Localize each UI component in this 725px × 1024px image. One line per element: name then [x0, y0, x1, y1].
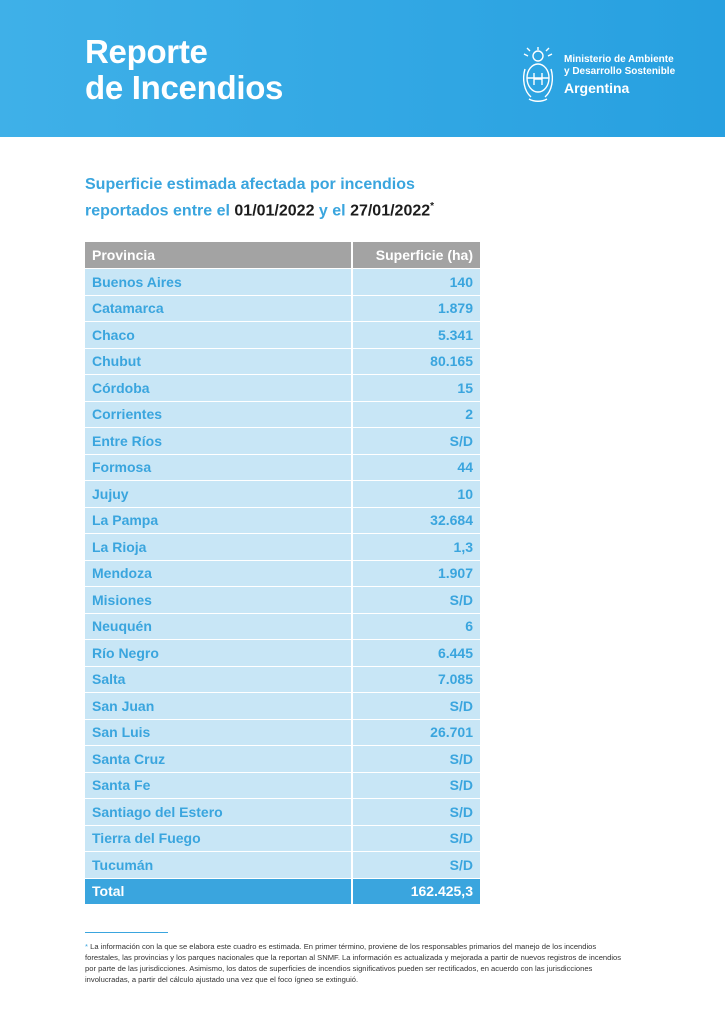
area-cell: 1,3 [352, 534, 480, 561]
area-cell: S/D [352, 587, 480, 614]
province-cell: La Pampa [85, 507, 352, 534]
ministry-name [564, 54, 675, 97]
table-row [85, 825, 480, 852]
country-name: Argentina [564, 79, 630, 96]
header-banner [0, 0, 725, 137]
province-cell: Santiago del Estero [85, 799, 352, 826]
province-cell: Salta [85, 666, 352, 693]
area-cell: 80.165 [352, 348, 480, 375]
ministry-name-line1: Ministerio de Ambiente [564, 53, 674, 65]
province-cell: Santa Cruz [85, 746, 352, 773]
table-row [85, 640, 480, 667]
table-body [85, 269, 480, 879]
area-cell: 32.684 [352, 507, 480, 534]
table-row [85, 322, 480, 349]
area-cell: 6 [352, 613, 480, 640]
table-row [85, 348, 480, 375]
area-cell: S/D [352, 693, 480, 720]
province-cell: Mendoza [85, 560, 352, 587]
area-cell: 6.445 [352, 640, 480, 667]
province-cell: San Luis [85, 719, 352, 746]
date-start: 01/01/2022 [234, 202, 315, 220]
column-header-area: Superficie (ha) [352, 242, 480, 269]
table-row [85, 481, 480, 508]
table-row [85, 507, 480, 534]
total-value: 162.425,3 [352, 878, 480, 905]
table-row [85, 799, 480, 826]
table-row [85, 454, 480, 481]
area-cell: S/D [352, 852, 480, 879]
total-row [85, 878, 480, 905]
subtitle-part1: Superficie estimada afectada por incendios [85, 176, 415, 193]
province-cell: Catamarca [85, 295, 352, 322]
province-cell: Buenos Aires [85, 269, 352, 296]
table-row [85, 295, 480, 322]
province-cell: Formosa [85, 454, 352, 481]
area-cell: 15 [352, 375, 480, 402]
province-cell: Neuquén [85, 613, 352, 640]
footnote-divider [85, 932, 168, 933]
total-label: Total [85, 878, 352, 905]
area-cell: S/D [352, 825, 480, 852]
area-cell: 2 [352, 401, 480, 428]
province-cell: Entre Ríos [85, 428, 352, 455]
ministry-name-line2: y Desarrollo Sostenible [564, 65, 676, 77]
province-cell: Córdoba [85, 375, 352, 402]
table-header-row [85, 242, 480, 269]
table-row [85, 560, 480, 587]
province-cell: Tierra del Fuego [85, 825, 352, 852]
province-cell: Santa Fe [85, 772, 352, 799]
table-row [85, 772, 480, 799]
table-row [85, 401, 480, 428]
province-cell: Río Negro [85, 640, 352, 667]
province-cell: Corrientes [85, 401, 352, 428]
area-cell: S/D [352, 746, 480, 773]
table-row [85, 852, 480, 879]
province-cell: Tucumán [85, 852, 352, 879]
date-end: 27/01/2022 [350, 202, 431, 220]
area-cell: 44 [352, 454, 480, 481]
table-row [85, 613, 480, 640]
table-row [85, 269, 480, 296]
province-cell: San Juan [85, 693, 352, 720]
province-cell: La Rioja [85, 534, 352, 561]
area-cell: 26.701 [352, 719, 480, 746]
table-subtitle [85, 174, 434, 222]
table-row [85, 666, 480, 693]
footnote-marker: * [430, 201, 435, 212]
subtitle-part2: reportados entre el [85, 202, 230, 220]
area-cell: 140 [352, 269, 480, 296]
area-cell: 7.085 [352, 666, 480, 693]
table-row [85, 587, 480, 614]
table-row [85, 375, 480, 402]
table-row [85, 693, 480, 720]
footnote-text: La información con la que se elabora este cuadro es estimada. En primer término, proviene de los responsables primarios del manejo de los incendios forestales, las provincias y los parques nacionales que la reportan al SNMF. La información es actualizada y mejorada a partir de nuevos registros de incendios por parte de las jurisdicciones. Asimismo, los datos de superficies de incendios significativos pueden ser rectificados, en acuerdo con las jurisdicciones involucradas, a partir del cálculo ajustado una vez que el foco ígneo se extinguió. [85, 942, 622, 984]
coat-of-arms-icon [521, 47, 555, 103]
area-cell: 1.879 [352, 295, 480, 322]
area-cell: S/D [352, 772, 480, 799]
report-title-line2: de Incendios [85, 69, 284, 106]
footnote-asterisk: * [85, 942, 88, 951]
ministry-logo [521, 47, 675, 103]
province-cell: Chaco [85, 322, 352, 349]
report-title-line1: Reporte [85, 33, 208, 70]
province-cell: Misiones [85, 587, 352, 614]
province-cell: Chubut [85, 348, 352, 375]
table-row [85, 746, 480, 773]
area-cell: 1.907 [352, 560, 480, 587]
area-cell: 10 [352, 481, 480, 508]
table-row [85, 428, 480, 455]
report-title [85, 34, 283, 106]
column-header-province: Provincia [85, 242, 352, 269]
footnote [85, 941, 625, 985]
table-row [85, 719, 480, 746]
subtitle-connector: y el [318, 202, 346, 220]
area-cell: S/D [352, 799, 480, 826]
table-row [85, 534, 480, 561]
area-cell: S/D [352, 428, 480, 455]
province-cell: Jujuy [85, 481, 352, 508]
area-cell: 5.341 [352, 322, 480, 349]
fires-table [85, 242, 480, 905]
